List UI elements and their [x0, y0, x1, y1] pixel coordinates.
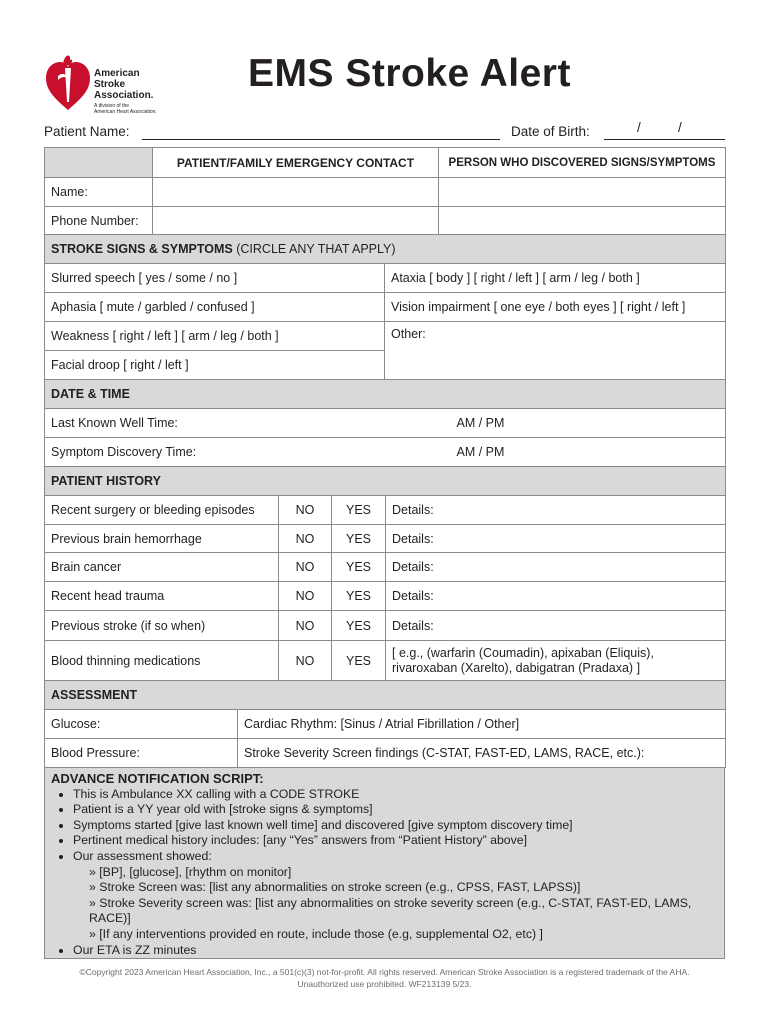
facial-droop[interactable]: Facial droop [ right / left ]	[45, 351, 385, 380]
history-item: Previous stroke (if so when)	[45, 611, 279, 641]
logo-sub2: American Heart Association.	[94, 109, 157, 115]
yes-option[interactable]: YES	[332, 611, 386, 641]
table-row	[45, 611, 726, 641]
list-item: • Our ETA is ZZ minutes	[73, 943, 718, 959]
sub-list-item: » Stroke Screen was: [list any abnormalities on stroke screen (e.g., CPSS, FAST, LAPSS)]	[89, 880, 718, 896]
page-title: EMS Stroke Alert	[248, 52, 571, 95]
weakness[interactable]: Weakness [ right / left ] [ arm / leg / both ]	[45, 322, 385, 351]
contact-col-discoverer: PERSON WHO DISCOVERED SIGNS/SYMPTOMS	[439, 148, 726, 178]
datetime-heading: DATE & TIME	[45, 380, 726, 409]
details-field[interactable]: Details:	[386, 582, 726, 611]
yes-option[interactable]: YES	[332, 496, 386, 525]
table-row	[45, 496, 726, 525]
patient-name-field[interactable]	[142, 139, 500, 140]
yes-option[interactable]: YES	[332, 553, 386, 582]
history-item: Blood thinning medications	[45, 641, 279, 681]
details-field[interactable]: Details:	[386, 611, 726, 641]
contact-corner	[45, 148, 153, 178]
contact-phone-label: Phone Number:	[45, 207, 153, 236]
meds-line2: rivaroxaban (Xarelto), dabigatran (Pradaxa) ]	[392, 660, 641, 675]
details-field[interactable]: Details:	[386, 525, 726, 553]
asa-logo	[44, 52, 174, 114]
table-row	[45, 582, 726, 611]
footer-copyright: ©Copyright 2023 American Heart Association, Inc., a 501(c)(3) not-for-profit. All rights reserved. American Stroke Association is a registered trademark of the AHA.	[79, 967, 690, 977]
other-label: Other:	[391, 327, 426, 341]
logo-wordmark	[94, 68, 157, 115]
signs-heading-note: (CIRCLE ANY THAT APPLY)	[236, 242, 396, 256]
list-item: • Pertinent medical history includes: [any “Yes” answers from “Patient History” above]	[73, 833, 718, 849]
history-table	[44, 466, 726, 681]
no-option[interactable]: NO	[279, 641, 332, 681]
sub-list-item: » Stroke Severity screen was: [list any abnormalities on stroke severity screen (e.g., C-STAT, FAST-ED, LAMS, RACE)]	[89, 896, 718, 927]
sub-list-item: » [BP], [glucose], [rhythm on monitor]	[89, 865, 718, 881]
signs-table	[44, 234, 726, 380]
meds-line1: [ e.g., (warfarin (Coumadin), apixaban (Eliquis),	[392, 645, 654, 660]
table-row	[45, 553, 726, 582]
contact-table	[44, 147, 726, 236]
logo-line3: Association.	[94, 90, 154, 101]
sub-list-item: » [If any interventions provided en route, include those (e.g, supplemental O2, etc) ]	[89, 927, 718, 943]
datetime-table	[44, 379, 726, 467]
emergency-name-field[interactable]	[153, 178, 439, 207]
yes-option[interactable]: YES	[332, 525, 386, 553]
list-item: • Symptoms started [give last known well time] and discovered [give symptom discovery time]	[73, 818, 718, 834]
slurred-speech[interactable]: Slurred speech [ yes / some / no ]	[45, 264, 385, 293]
table-row	[45, 641, 726, 681]
dob-label: Date of Birth:	[511, 124, 590, 139]
signs-heading-text: STROKE SIGNS & SYMPTOMS	[51, 242, 233, 256]
assessment-intro: Our assessment showed:	[73, 848, 212, 863]
discoverer-phone-field[interactable]	[439, 207, 726, 236]
assessment-heading: ASSESSMENT	[45, 681, 726, 710]
heart-torch-icon	[44, 52, 92, 114]
list-item: • Patient is a YY year old with [stroke signs & symptoms]	[73, 802, 718, 818]
discoverer-name-field[interactable]	[439, 178, 726, 207]
signs-heading	[45, 235, 726, 264]
history-item: Brain cancer	[45, 553, 279, 582]
script-sublist	[73, 865, 718, 943]
discovery-ampm[interactable]: AM / PM	[445, 438, 726, 467]
no-option[interactable]: NO	[279, 611, 332, 641]
notification-script	[44, 767, 725, 959]
other-signs-field[interactable]	[385, 322, 726, 380]
lkw-label: Last Known Well Time:	[45, 409, 445, 438]
history-heading: PATIENT HISTORY	[45, 467, 726, 496]
dob-sep-2: /	[678, 120, 682, 135]
history-item: Previous brain hemorrhage	[45, 525, 279, 553]
ataxia[interactable]: Ataxia [ body ] [ right / left ] [ arm / leg / both ]	[385, 264, 726, 293]
aphasia[interactable]: Aphasia [ mute / garbled / confused ]	[45, 293, 385, 322]
logo-sub1: A division of the	[94, 103, 130, 109]
script-heading: ADVANCE NOTIFICATION SCRIPT:	[51, 771, 264, 786]
logo-line2: Stroke	[94, 79, 126, 90]
no-option[interactable]: NO	[279, 582, 332, 611]
history-item: Recent surgery or bleeding episodes	[45, 496, 279, 525]
footer	[44, 966, 725, 990]
contact-name-label: Name:	[45, 178, 153, 207]
history-item: Recent head trauma	[45, 582, 279, 611]
discovery-label: Symptom Discovery Time:	[45, 438, 445, 467]
table-row	[45, 525, 726, 553]
logo-line1: American	[94, 68, 140, 79]
meds-examples[interactable]	[386, 641, 726, 681]
details-field[interactable]: Details:	[386, 496, 726, 525]
vision-impairment[interactable]: Vision impairment [ one eye / both eyes ] [ right / left ]	[385, 293, 726, 322]
lkw-ampm[interactable]: AM / PM	[445, 409, 726, 438]
assessment-table	[44, 680, 726, 768]
severity-screen-field[interactable]: Stroke Severity Screen findings (C-STAT, FAST-ED, LAMS, RACE, etc.):	[238, 739, 726, 768]
emergency-phone-field[interactable]	[153, 207, 439, 236]
yes-option[interactable]: YES	[332, 641, 386, 681]
script-list	[51, 787, 718, 959]
patient-name-label: Patient Name:	[44, 124, 130, 139]
dob-sep-1: /	[637, 120, 641, 135]
yes-option[interactable]: YES	[332, 582, 386, 611]
no-option[interactable]: NO	[279, 496, 332, 525]
list-item	[73, 849, 718, 943]
details-field[interactable]: Details:	[386, 553, 726, 582]
contact-col-emergency: PATIENT/FAMILY EMERGENCY CONTACT	[153, 148, 439, 178]
blood-pressure-field[interactable]: Blood Pressure:	[45, 739, 238, 768]
dob-field[interactable]	[604, 139, 725, 140]
list-item: • This is Ambulance XX calling with a CODE STROKE	[73, 787, 718, 803]
logo-sub	[94, 103, 157, 115]
no-option[interactable]: NO	[279, 553, 332, 582]
glucose-field[interactable]: Glucose:	[45, 710, 238, 739]
cardiac-rhythm-field[interactable]: Cardiac Rhythm: [Sinus / Atrial Fibrillation / Other]	[238, 710, 726, 739]
no-option[interactable]: NO	[279, 525, 332, 553]
footer-notice: Unauthorized use prohibited. WF213139 5/23.	[297, 979, 472, 989]
